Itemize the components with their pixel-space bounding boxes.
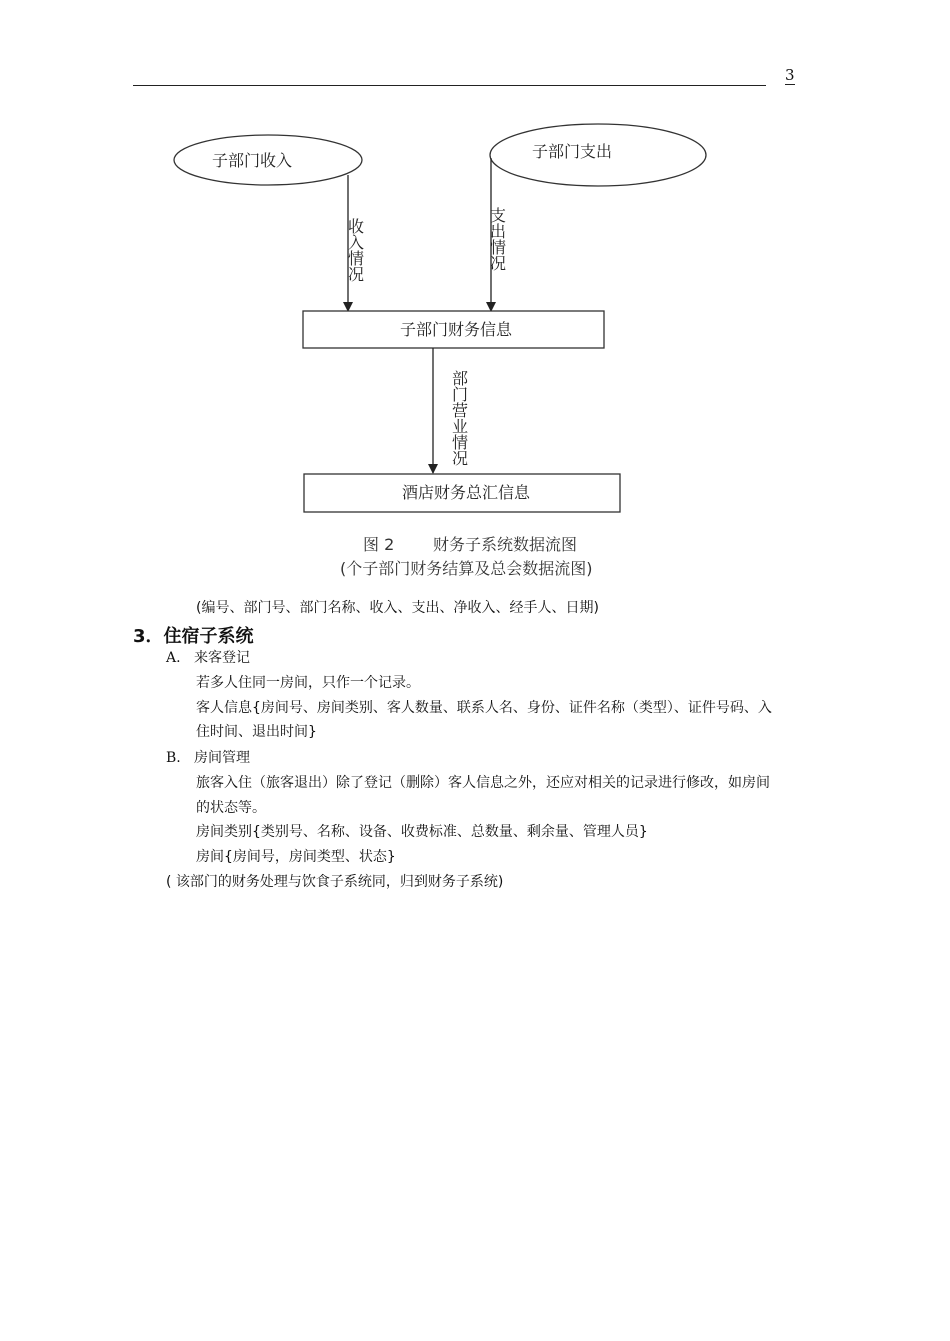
figure-title: 财务子系统数据流图: [433, 535, 578, 554]
item-b-paragraph-1-line-2: 的状态等。: [196, 800, 266, 816]
figure-label: 图 2: [363, 535, 395, 554]
box-bottom-label: 酒店财务总汇信息: [401, 483, 531, 502]
fields-line: (编号、部门号、部门名称、收入、支出、净收入、经手人、日期): [196, 600, 599, 616]
flow-left-label: 收入情况: [345, 218, 365, 282]
item-b-heading: [166, 748, 250, 768]
item-a-heading: [166, 648, 250, 668]
item-a-label: A.: [166, 650, 181, 666]
item-b-label: B.: [166, 750, 181, 766]
item-b-paragraph-3: 房间{房间号，房间类型、状态}: [196, 849, 396, 865]
item-b-title: 房间管理: [194, 750, 250, 766]
section-note: ( 该部门的财务处理与饮食子系统同，归到财务子系统): [166, 874, 504, 890]
box-mid-label: 子部门财务信息: [399, 320, 513, 339]
item-a-title: 来客登记: [194, 650, 250, 666]
item-b-paragraph-2: 房间类别{类别号、名称、设备、收费标准、总数量、剩余量、管理人员}: [196, 824, 648, 840]
section-title: 3．住宿子系统: [133, 626, 254, 647]
source-left-label: 子部门收入: [211, 151, 293, 170]
page-number: 3: [785, 66, 795, 84]
figure-subtitle: (个子部门财务结算及总会数据流图): [340, 559, 593, 578]
source-right-label: 子部门支出: [531, 142, 613, 161]
flow-right-label: 支出情况: [487, 207, 507, 271]
item-a-paragraph-1: 若多人住同一房间，只作一个记录。: [196, 675, 420, 691]
data-flow-diagram: [0, 0, 950, 600]
item-a-paragraph-2-line-2: 住时间、退出时间}: [196, 724, 317, 740]
item-a-paragraph-2-line-1: 客人信息{房间号、房间类别、客人数量、联系人名、身份、证件名称（类型）、证件号码、入: [196, 700, 772, 716]
item-b-paragraph-1-line-1: 旅客入住（旅客退出）除了登记（删除）客人信息之外，还应对相关的记录进行修改，如房间: [196, 775, 770, 791]
flow-mid-label: 部门营业情况: [449, 370, 469, 466]
